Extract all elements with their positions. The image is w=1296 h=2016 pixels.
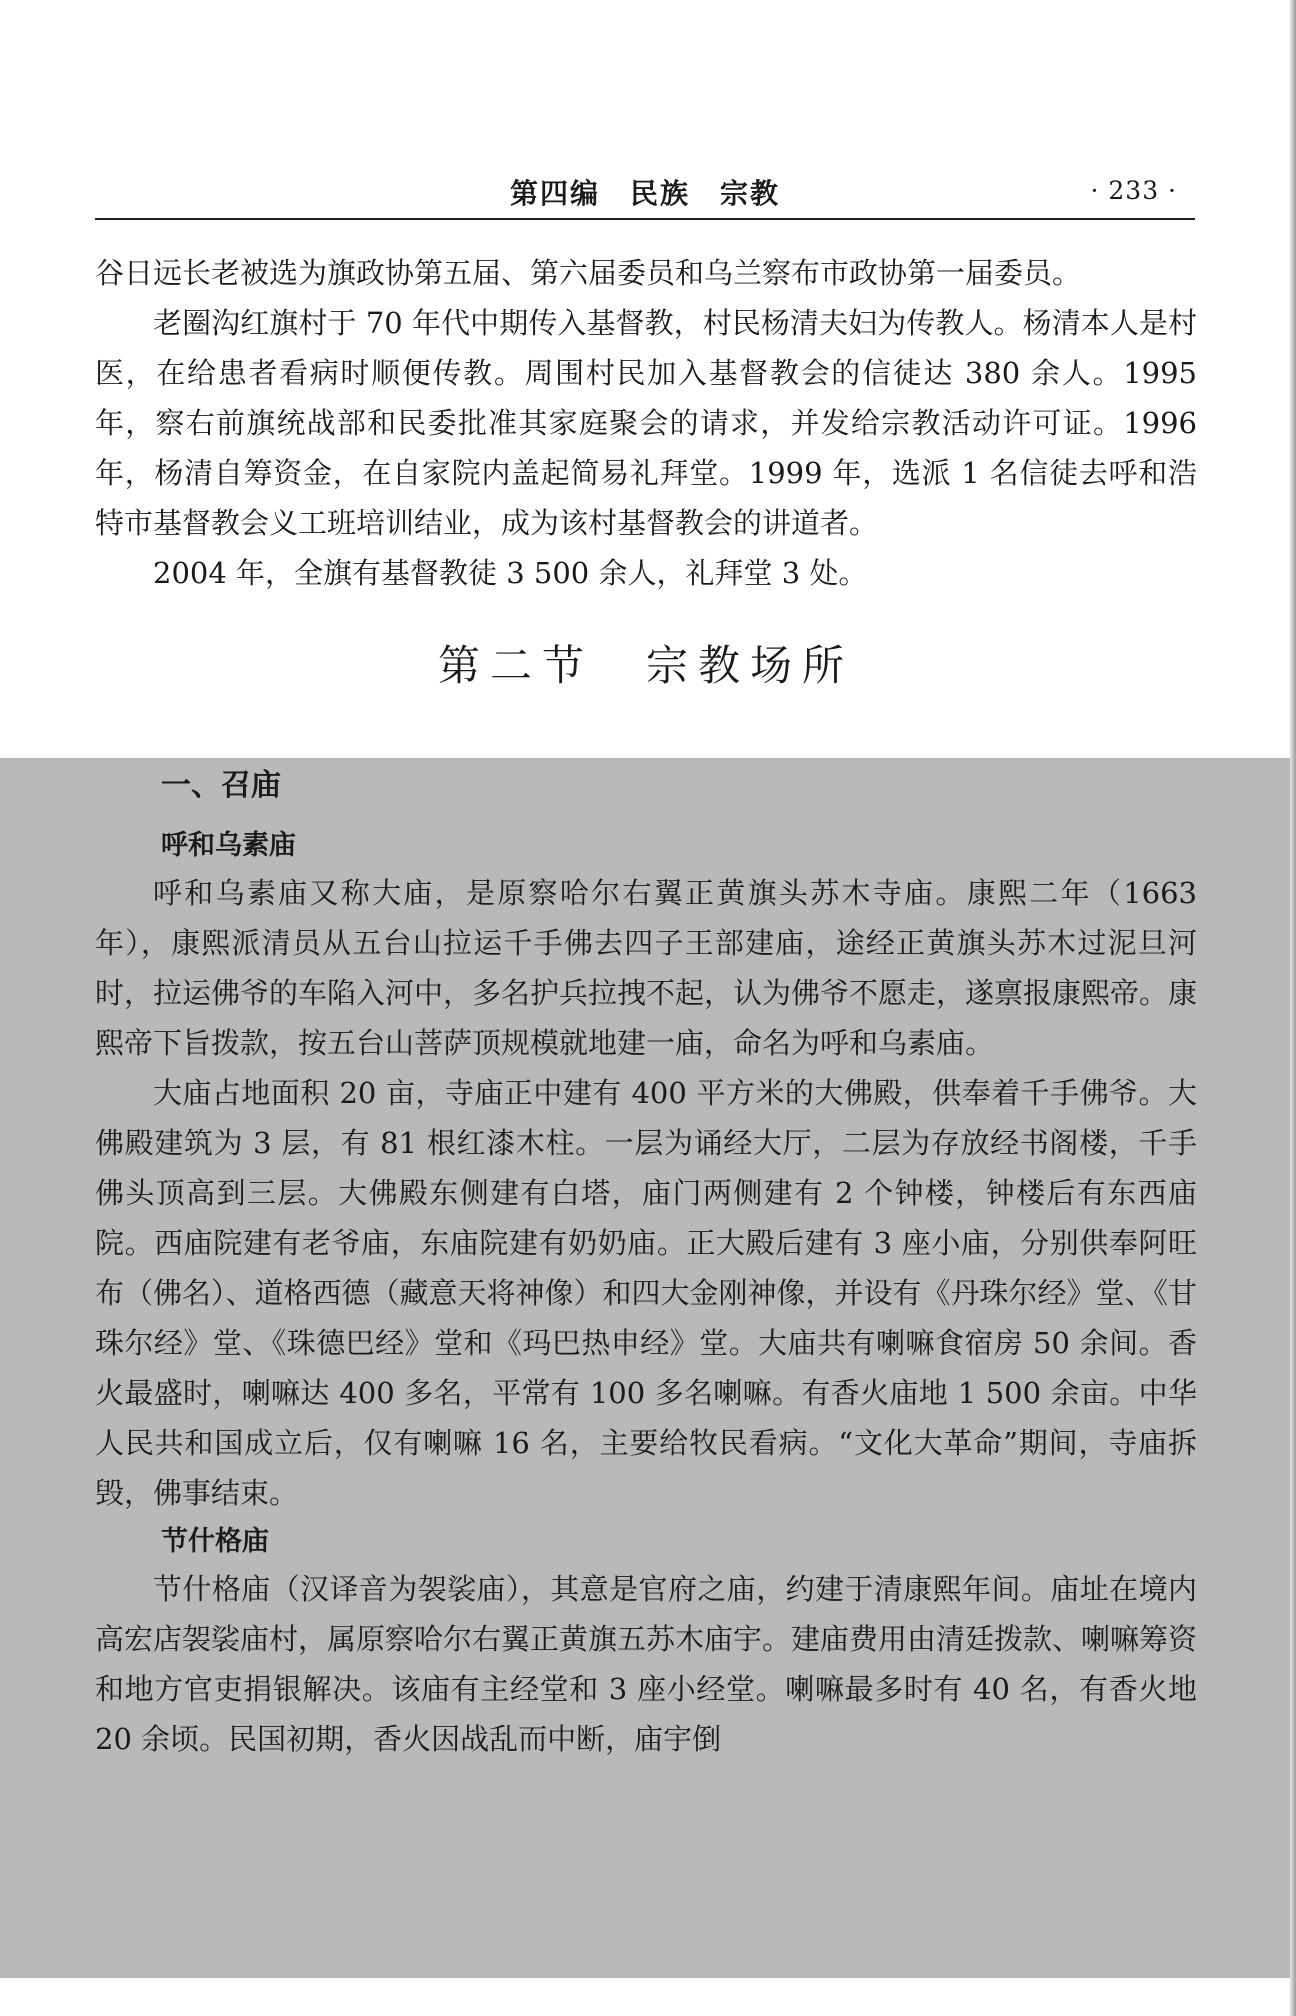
page-edge-shadow [1290,0,1296,2016]
page-number: · 233 · [1090,176,1177,205]
header-rule [95,218,1195,220]
paragraph: 大庙占地面积 20 亩，寺庙正中建有 400 平方米的大佛殿，供奉着千手佛爷。大佛殿建筑为 3 层，有 81 根红漆木柱。一层为诵经大厅，二层为存放经书阁楼，千手佛头顶高到三层。大佛殿东侧建有白塔，庙门两侧建有 2 个钟楼，钟楼后有东西庙院。西庙院建有老爷庙，东庙院建有奶奶庙。正大殿后建有 3 座小庙，分别供奉阿旺布（佛名）、道格西德（藏意天将神像）和四大金刚神像，并设有《丹珠尔经》堂、《甘珠尔经》堂、《珠德巴经》堂和《玛巴热申经》堂。大庙共有喇嘛食宿房 50 余间。香火最盛时，喇嘛达 400 多名，平常有 100 多名喇嘛。有香火庙地 1 500 余亩。中华人民共和国成立后，仅有喇嘛 16 名，主要给牧民看病。“文化大革命”期间，寺庙拆毁，佛事结束。 [95,1076,1198,1510]
temple-heading: 呼和乌素庙 [161,830,296,861]
section-title: 第二节 宗教场所 [437,641,854,690]
paragraph: 老圈沟红旗村于 70 年代中期传入基督教，村民杨清夫妇为传教人。杨清本人是村医，在给患者看病时顺便传教。周围村民加入基督教会的信徒达 380 余人。1995 年，察右前旗统战部和民委批准其家庭聚会的请求，并发给宗教活动许可证。1996 年，杨清自筹资金，在自家院内盖起简易礼拜堂。1999 年，选派 1 名信徒去呼和浩特市基督教会义工班培训结业，成为该村基督教会的讲道者。 [95,306,1197,540]
paragraph: 呼和乌素庙又称大庙，是原察哈尔右翼正黄旗头苏木寺庙。康熙二年（1663 年），康熙派清员从五台山拉运千手佛去四子王部建庙，途经正黄旗头苏木过泥旦河时，拉运佛爷的车陷入河中，多名护兵拉拽不起，认为佛爷不愿走，遂禀报康熙帝。康熙帝下旨拨款，按五台山菩萨顶规模就地建一庙，命名为呼和乌素庙。 [95,876,1198,1060]
paragraph: 节什格庙（汉译音为袈裟庙），其意是官府之庙，约建于清康熙年间。庙址在境内高宏店袈裟庙村，属原察哈尔右翼正黄旗五苏木庙宇。建庙费用由清廷拨款、喇嘛筹资和地方官吏捐银解决。该庙有主经堂和 3 座小经堂。喇嘛最多时有 40 名，有香火地 20 余顷。民国初期，香火因战乱而中断，庙宇倒 [95,1572,1198,1756]
running-header [95,168,1195,224]
body-text [95,248,1197,1764]
temple-heading: 节什格庙 [161,1526,269,1557]
subsection-title: 一、召庙 [161,768,281,803]
paragraph: 2004 年，全旗有基督教徒 3 500 余人，礼拜堂 3 处。 [153,556,868,590]
header-title: 第四编 民族 宗教 [509,177,780,210]
paragraph: 谷日远长老被选为旗政协第五届、第六届委员和乌兰察布市政协第一届委员。 [95,256,1082,290]
